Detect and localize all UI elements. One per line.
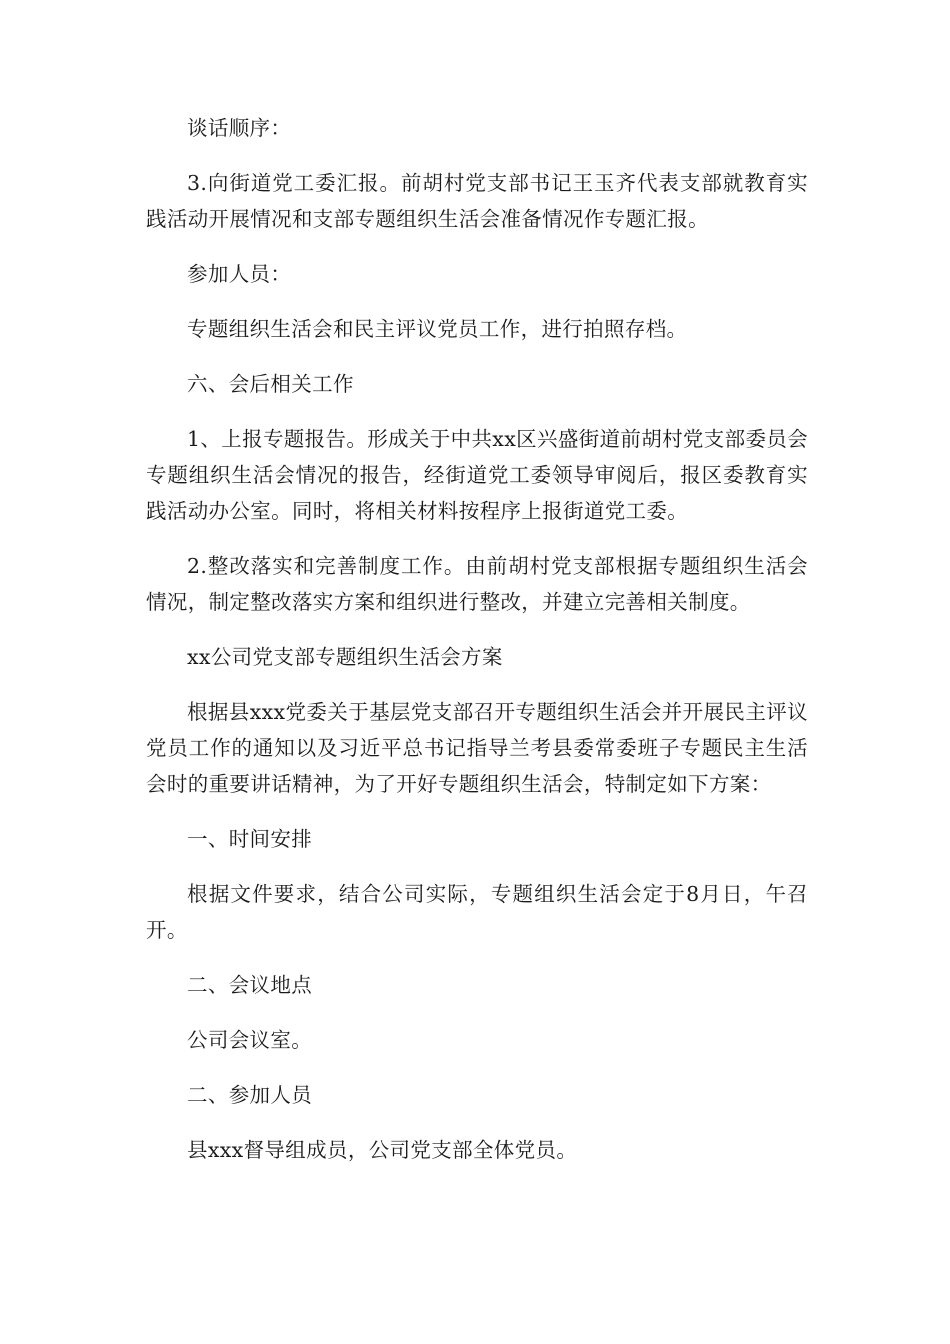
heading-company-plan: xx公司党支部专题组织生活会方案 (187, 645, 503, 669)
paragraph-report-to-committee: 3.向街道党工委汇报。前胡村党支部书记王玉齐代表支部就教育实践活动开展情况和支部专题组织生活会准备情况作专题汇报。 (146, 171, 808, 231)
paragraph-plan-basis: 根据县xxx党委关于基层党支部召开专题组织生活会并开展民主评议党员工作的通知以及习近平总书记指导兰考县委常委班子专题民主生活会时的重要讲话精神，为了开好专题组织生活会，特制定如下方案： (146, 700, 808, 796)
document-page (146, 110, 808, 1187)
paragraph-talk-order: 谈话顺序： (187, 116, 292, 140)
heading-schedule: 一、时间安排 (187, 827, 313, 851)
heading-meeting-location: 二、会议地点 (187, 973, 313, 997)
paragraph-photo-archive: 专题组织生活会和民主评议党员工作，进行拍照存档。 (187, 317, 688, 341)
heading-post-meeting-work: 六、会后相关工作 (187, 372, 354, 396)
heading-attendees: 二、参加人员 (187, 1083, 313, 1107)
paragraph-schedule-details: 根据文件要求，结合公司实际，专题组织生活会定于8月日，午召开。 (146, 882, 808, 942)
paragraph-location-details: 公司会议室。 (187, 1028, 313, 1052)
paragraph-attendee-list: 县xxx督导组成员，公司党支部全体党员。 (187, 1138, 578, 1162)
paragraph-participants-label: 参加人员： (187, 262, 292, 286)
paragraph-rectification: 2.整改落实和完善制度工作。由前胡村党支部根据专题组织生活会情况，制定整改落实方案和组织进行整改，并建立完善相关制度。 (146, 554, 808, 614)
paragraph-submit-report: 1、上报专题报告。形成关于中共xx区兴盛街道前胡村党支部委员会专题组织生活会情况的报告，经街道党工委领导审阅后，报区委教育实践活动办公室。同时，将相关材料按程序上报街道党工委。 (146, 427, 809, 523)
